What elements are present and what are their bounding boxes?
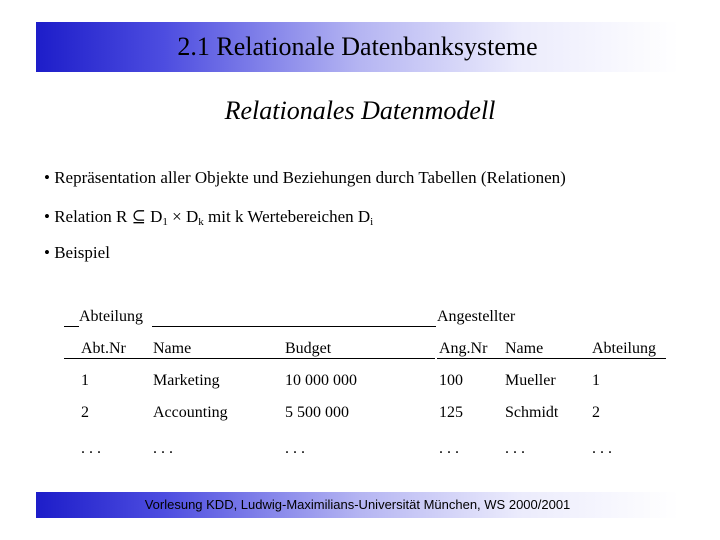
domain-d1: $D_1$ xyxy=(150,207,168,228)
table-cell: . . . xyxy=(285,440,305,457)
table-angestellter-name: Angestellter xyxy=(437,308,516,325)
times-symbol: × xyxy=(172,207,182,226)
bullet-relation xyxy=(44,207,373,228)
col-abteilung-name: Name xyxy=(153,340,192,357)
table-cell: Accounting xyxy=(153,404,228,421)
bullet-representation: • Repräsentation aller Objekte und Beziehungen durch Tabellen (Relationen) xyxy=(44,168,566,187)
relation-middle: mit k Wertebereichen $D_i$ xyxy=(208,207,374,228)
table-cell: 1 xyxy=(592,372,600,389)
table-cell: 1 xyxy=(81,372,89,389)
header-underline-lead xyxy=(64,326,79,327)
table-cell: . . . xyxy=(81,440,101,457)
col-abtnr: Abt.Nr xyxy=(81,340,126,357)
title-bar xyxy=(36,22,679,72)
table-cell: . . . xyxy=(439,440,459,457)
header-underline-abteilung xyxy=(152,326,436,327)
table-cell: . . . xyxy=(505,440,525,457)
table-abteilung-name: Abteilung xyxy=(79,308,143,325)
col-abteilung: Abteilung xyxy=(592,340,656,357)
slide-title: 2.1 Relationale Datenbanksysteme xyxy=(177,32,538,61)
footer-bar xyxy=(36,492,679,518)
table-cell: 2 xyxy=(592,404,600,421)
subset-symbol: ⊆ xyxy=(131,207,146,226)
footer-text: Vorlesung KDD, Ludwig-Maximilians-Universität München, WS 2000/2001 xyxy=(144,497,571,512)
col-angnr: Ang.Nr xyxy=(439,340,488,357)
table-cell: 100 xyxy=(439,372,463,389)
table-cell: . . . xyxy=(153,440,173,457)
table-cell: 125 xyxy=(439,404,463,421)
columns-underline-abteilung xyxy=(64,358,435,359)
col-budget: Budget xyxy=(285,340,332,357)
relation-prefix: • Relation R xyxy=(44,207,128,226)
col-angestellter-name: Name xyxy=(505,340,544,357)
table-cell: Schmidt xyxy=(505,404,559,421)
table-cell: . . . xyxy=(592,440,612,457)
slide-subtitle: Relationales Datenmodell xyxy=(224,96,496,125)
table-cell: Marketing xyxy=(153,372,220,389)
domain-dk: $D_k$ xyxy=(186,207,204,228)
columns-underline-angestellter xyxy=(437,358,666,359)
bullet-example: • Beispiel xyxy=(44,243,110,262)
table-cell: 5 500 000 xyxy=(285,404,349,421)
table-cell: 2 xyxy=(81,404,89,421)
table-cell: Mueller xyxy=(505,372,556,389)
table-cell: 10 000 000 xyxy=(285,372,357,389)
